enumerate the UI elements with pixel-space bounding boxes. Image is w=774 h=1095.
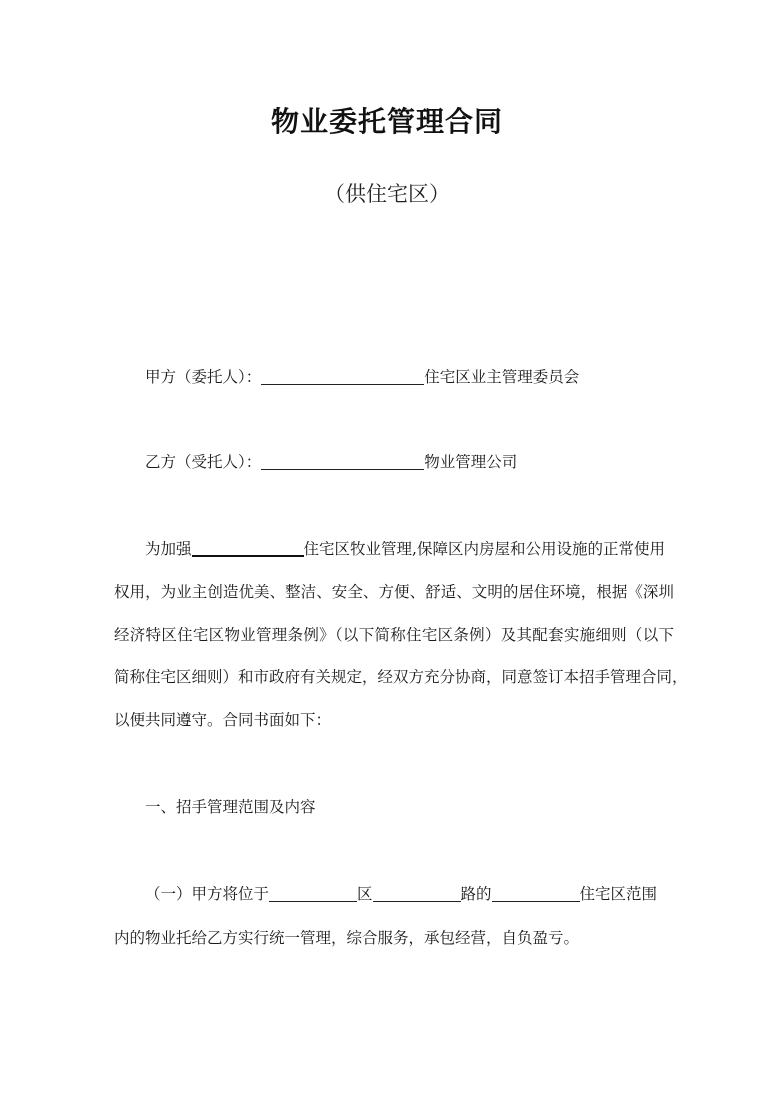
party-b-label: 乙方（受托人）： <box>145 453 262 471</box>
document-title: 物业委托管理合同 <box>270 105 503 138</box>
district-blank[interactable] <box>269 885 357 902</box>
party-b-suffix: 物业管理公司 <box>424 453 518 471</box>
preamble-line-2: 权用，为业主创造优美、整洁、安全、方便、舒适、文明的居住环境，根据《深圳 <box>114 583 674 601</box>
preamble-prefix: 为加强 <box>145 540 192 558</box>
item-1-prefix: （一）甲方将位于 <box>145 885 270 903</box>
party-b-blank[interactable] <box>261 453 424 470</box>
area-blank[interactable] <box>492 885 580 902</box>
section-1-heading-text: 一、招手管理范围及内容 <box>145 798 316 816</box>
section-1-heading <box>114 797 674 817</box>
section-1-item-1-line-2: 内的物业托给乙方实行统一管理，综合服务，承包经营，自负盈亏。 <box>114 929 580 947</box>
party-a-line <box>114 367 674 387</box>
party-b-line <box>114 452 674 472</box>
road-blank[interactable] <box>373 885 461 902</box>
party-a-suffix: 住宅区业主管理委员会 <box>424 368 580 386</box>
road-suffix: 路的 <box>460 885 492 903</box>
preamble-line-1 <box>114 539 674 559</box>
area-suffix: 住宅区范围 <box>579 885 658 903</box>
document-subtitle: （供住宅区） <box>324 182 450 206</box>
section-1-item-1-line-1 <box>114 884 674 904</box>
preamble-line-5: 以便共同遵守。合同书面如下： <box>114 711 332 729</box>
district-suffix: 区 <box>357 885 373 903</box>
preamble-blank[interactable] <box>192 539 304 557</box>
preamble-line-4: 简称住宅区细则）和市政府有关规定，经双方充分协商，同意签订本招手管理合同， <box>114 668 688 686</box>
party-a-blank[interactable] <box>261 368 424 385</box>
party-a-label: 甲方（委托人）： <box>145 368 262 386</box>
preamble-line-3: 经济特区住宅区物业管理条例》（以下简称住宅区条例）及其配套实施细则（以下 <box>114 626 674 644</box>
preamble-line1-suffix: 住宅区牧业管理,保障区内房屋和公用设施的正常使用 <box>303 540 665 558</box>
